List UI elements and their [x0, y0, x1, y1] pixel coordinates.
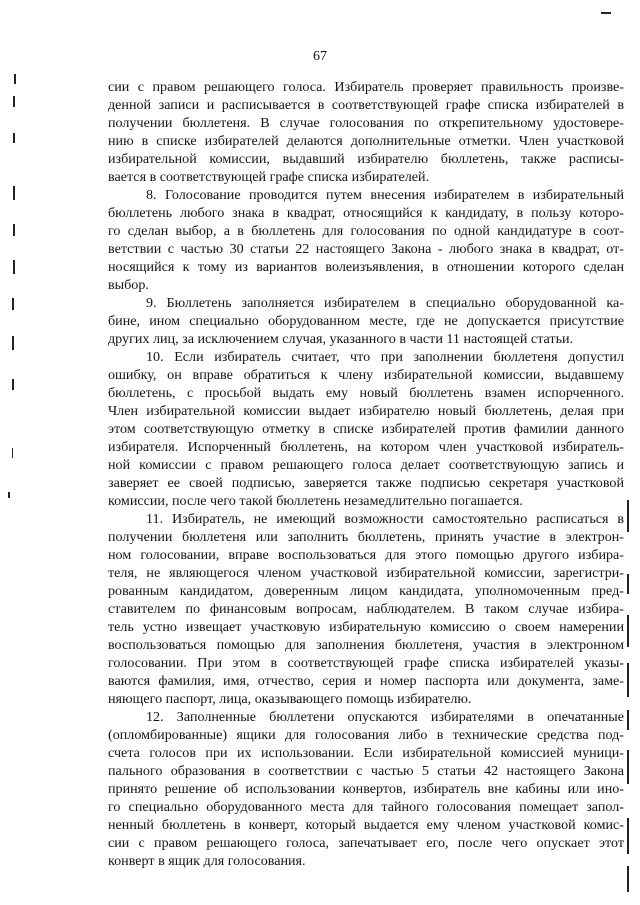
text-line: избирателя. Испорченный бюллетень, на котором член участковой избиратель-	[108, 439, 624, 455]
text-line: 11. Избиратель, не имеющий возможности самостоятельно расписаться в	[146, 511, 624, 527]
text-line: ставителем по финансовым вопросам, наблюдателем. В таком случае избира-	[108, 601, 624, 617]
paragraph	[108, 294, 624, 348]
text-line: принято решение об использовании конвертов, избиратель вне кабины или ино-	[108, 781, 624, 797]
scan-mark	[627, 615, 629, 647]
text-line: сии с правом решающего голоса. Избиратель проверяет правильность произве-	[108, 79, 624, 95]
text-line: 10. Если избиратель считает, что при заполнении бюллетеня допустил	[146, 349, 624, 365]
text-line: го сделан выбор, а в бюллетень для голосования по одной кандидатуре в соот-	[108, 223, 624, 239]
scan-mark	[14, 74, 16, 84]
text-line: 8. Голосование проводится путем внесения избирателем в избирательный	[146, 187, 624, 203]
text-line: Член избирательной комиссии выдает избирателю новый бюллетень, делая при	[108, 403, 624, 419]
text-line: получении бюллетеня. В случае голосования по открепительному удостовере-	[108, 115, 624, 131]
scan-mark	[601, 12, 611, 14]
text-line: вается в соответствующей графе списка избирателей.	[108, 169, 430, 185]
text-line: ветствии с частью 30 статьи 22 настоящего Закона - любого знака в квадрат, от-	[108, 241, 624, 257]
text-line: теля, не являющегося членом участковой избирательной комиссии, зарегистри-	[108, 565, 624, 581]
text-line: денной записи и расписывается в соответствующей графе списка избирателей в	[108, 97, 624, 113]
text-line: сии с правом решающего голоса, запечатывает его, после чего опускает этот	[108, 835, 624, 851]
text-line: заверяет ее своей подписью, заверяется также подписью секретаря участковой	[108, 475, 624, 491]
scan-mark	[12, 336, 14, 350]
text-line: 12. Заполненные бюллетени опускаются избирателями в опечатанные	[146, 709, 624, 725]
text-line: ной комиссии с правом решающего голоса делает соответствующую запись и	[108, 457, 624, 473]
scan-mark	[12, 379, 14, 390]
scan-mark	[12, 448, 13, 458]
scan-mark	[8, 492, 10, 498]
scan-mark	[627, 710, 629, 730]
scan-mark	[627, 574, 629, 594]
text-line: носящийся к тому из вариантов волеизъявления, в отношении которого сделан	[108, 259, 624, 275]
text-line: этом соответствующую отметку в списке избирателей против фамилии данного	[108, 421, 624, 437]
text-line: получении бюллетеня или заполнить бюллетень, принять участие в электрон-	[108, 529, 624, 545]
text-line: счета голосов при их использовании. Если избирательной комиссией муници-	[108, 745, 624, 761]
text-line: ненный бюллетень в конверт, который выдается ему членом участковой комис-	[108, 817, 624, 833]
text-line: ваются фамилия, имя, отчество, серия и номер паспорта или документа, заме-	[108, 673, 624, 689]
text-line: других лиц, за исключением случая, указанного в части 11 настоящей статьи.	[108, 331, 574, 347]
text-line: бюллетень любого знака в квадрат, относящийся к кандидату, в пользу которо-	[108, 205, 624, 221]
text-line: го специально оборудованного места для тайного голосования помещает запол-	[108, 799, 624, 815]
scan-mark	[13, 224, 15, 236]
text-line: 9. Бюллетень заполняется избирателем в специально оборудованной ка-	[146, 295, 624, 311]
text-line: ошибку, он вправе обратиться к члену избирательной комиссии, выдавшему	[108, 367, 624, 383]
text-line: избирательной комиссии, выдавший избирателю бюллетень, также расписы-	[108, 151, 624, 167]
scan-mark	[13, 133, 15, 143]
text-line: голосовании. При этом в соответствующей графе списка избирателей указы-	[108, 655, 624, 671]
document-body	[108, 78, 624, 870]
text-line: нию в списке избирателей делаются дополнительные отметки. Член участковой	[108, 133, 624, 149]
text-line: конверт в ящик для голосования.	[108, 853, 306, 869]
scan-mark	[12, 298, 14, 310]
scan-mark	[13, 260, 15, 274]
scan-mark	[627, 818, 629, 854]
text-line: комиссии, после чего такой бюллетень незамедлительно погашается.	[108, 493, 523, 509]
text-line: бюллетень, с просьбой выдать ему новый бюллетень взамен испорченного.	[108, 385, 624, 401]
scan-mark	[627, 663, 629, 697]
text-line: пального образования в соответствии с частью 5 статьи 42 настоящего Закона	[108, 763, 624, 779]
text-line: тель устно извещает участковую избирательную комиссию о своем намерении	[108, 619, 624, 635]
text-line: ном голосовании, вправе воспользоваться для этого помощью другого избира-	[108, 547, 624, 563]
page-number: 67	[313, 49, 327, 64]
text-line: выбор.	[108, 277, 149, 293]
paragraph	[108, 348, 624, 510]
scan-mark	[627, 866, 629, 892]
scan-mark	[13, 186, 15, 200]
text-line: (опломбированные) ящики для голосования либо в технические средства под-	[108, 727, 624, 743]
text-line: воспользоваться помощью для заполнения бюллетеня, участия в электронном	[108, 637, 624, 653]
text-line: рованным кандидатом, доверенным лицом кандидата, уполномоченным пред-	[108, 583, 624, 599]
scan-mark	[13, 96, 15, 107]
scan-mark	[627, 500, 629, 532]
paragraph	[108, 510, 624, 708]
paragraph	[108, 78, 624, 186]
scan-mark	[627, 750, 629, 784]
text-line: няющего паспорт, лица, оказывающего помощь избирателю.	[108, 691, 472, 707]
paragraph	[108, 186, 624, 294]
text-line: бине, ином специально оборудованном месте, где не допускается присутствие	[108, 313, 624, 329]
paragraph	[108, 708, 624, 870]
